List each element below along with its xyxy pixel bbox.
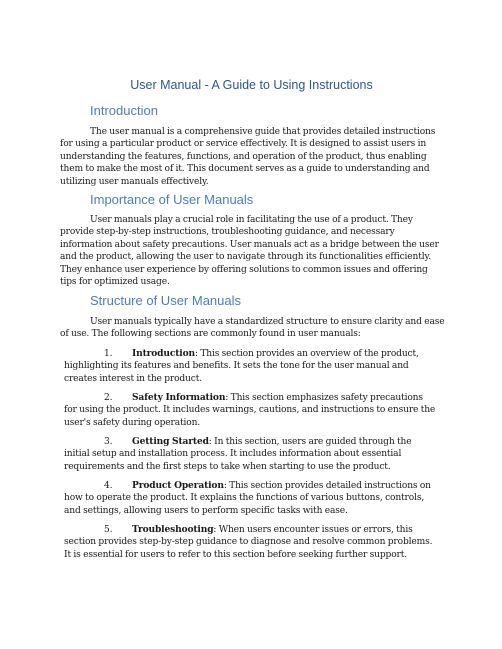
list-item [64, 524, 438, 561]
list-item-term: Product Operation [132, 480, 224, 491]
list-item [64, 392, 438, 429]
list-item-text: : This section emphasizes safety precautions for using the product. It includes warnings, cautions, and instructions to ensure the user's safety during operation. [64, 393, 436, 428]
section-heading-importance: Importance of User Manuals [90, 192, 254, 207]
document-title: User Manual - A Guide to Using Instructions [130, 78, 373, 92]
list-item-number: 5. [104, 525, 113, 535]
list-item [64, 480, 438, 517]
section-heading-structure: Structure of User Manuals [90, 293, 242, 308]
list-item-number: 4. [104, 481, 113, 491]
list-item-text: : This section provides detailed instructions on how to operate the product. It explains the functions of various buttons, controls, and settings, allowing users to perform specific tasks with ease. [64, 481, 431, 516]
list-item [64, 348, 438, 385]
list-item-text: : In this section, users are guided through the initial setup and installation process. It includes information about essential requirements and the first steps to take when starting to use the product. [64, 437, 412, 472]
list-item-number: 3. [104, 437, 113, 447]
section-paragraph-structure: User manuals typically have a standardized structure to ensure clarity and ease of use. The following sections are commonly found in user manuals: [60, 317, 445, 340]
list-item [64, 436, 438, 473]
list-item-term: Troubleshooting [132, 524, 214, 535]
list-item-number: 1. [104, 349, 113, 359]
list-item-term: Getting Started [132, 436, 209, 447]
list-item-text: : When users encounter issues or errors, this section provides step-by-step guidance to diagnose and resolve common problems. It is essential for users to refer to this section before seeking further support. [64, 525, 433, 560]
list-item-term: Introduction [132, 348, 195, 359]
section-paragraph-introduction: The user manual is a comprehensive guide that provides detailed instructions for using a particular product or service effectively. It is designed to assist users in understanding the features, functions, and operation of the product, thus enabling them to make the most of it. This document serves as a guide to understanding and utilizing user manuals effectively. [60, 127, 436, 187]
list-item-number: 2. [104, 393, 113, 403]
list-item-text: : This section provides an overview of the product, highlighting its features and benefits. It sets the tone for the user manual and creates interest in the product. [64, 349, 419, 384]
section-paragraph-importance: User manuals play a crucial role in facilitating the use of a product. They provide step-by-step instructions, troubleshooting guidance, and necessary information about safety precautions. User manuals act as a bridge between the user and the product, allowing the user to navigate through its functionalities efficiently. They enhance user experience by offering solutions to common issues and offering tips for optimized usage. [60, 215, 439, 288]
list-item-term: Safety Information [132, 392, 226, 403]
section-heading-introduction: Introduction [90, 103, 158, 118]
